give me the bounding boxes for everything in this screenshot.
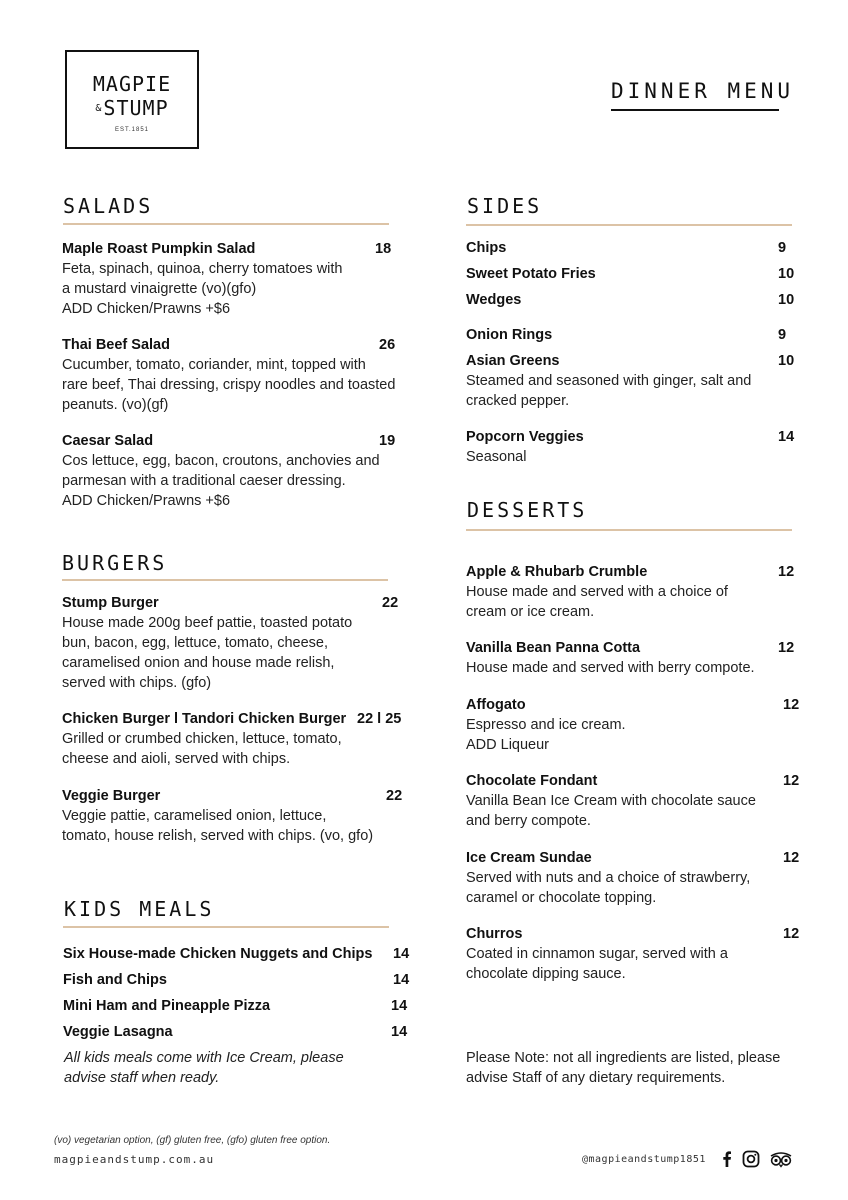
menu-item-name: Wedges	[466, 292, 522, 308]
menu-item-name: Chicken Burger l Tandori Chicken Burger	[62, 711, 347, 727]
menu-item-name: Veggie Burger	[62, 788, 161, 804]
menu-item-name: Popcorn Veggies	[466, 429, 584, 445]
menu-item-desc: Espresso and ice cream.	[466, 717, 626, 733]
menu-item-desc: bun, bacon, egg, lettuce, tomato, cheese,	[62, 635, 329, 651]
menu-item-desc: and berry compote.	[466, 813, 591, 829]
kids-meals-note: All kids meals come with Ice Cream, please	[64, 1050, 344, 1066]
kids-meals-note: advise staff when ready.	[64, 1070, 220, 1086]
menu-item-name: Veggie Lasagna	[63, 1024, 173, 1040]
menu-item-price: 10	[778, 266, 795, 282]
menu-item-desc: ADD Liqueur	[466, 737, 550, 753]
menu-item-price: 22	[382, 595, 399, 611]
desserts-rule	[466, 529, 792, 531]
menu-item-desc: Grilled or crumbed chicken, lettuce, tomato,	[62, 731, 342, 747]
menu-item-price: 12	[783, 697, 800, 713]
menu-item-price: 12	[778, 564, 795, 580]
facebook-icon[interactable]	[717, 1149, 737, 1169]
menu-item-name: Mini Ham and Pineapple Pizza	[63, 998, 271, 1014]
menu-item-desc: a mustard vinaigrette (vo)(gfo)	[62, 281, 257, 297]
menu-item-name: Thai Beef Salad	[62, 337, 170, 353]
menu-item-name: Asian Greens	[466, 353, 560, 369]
sides-rule	[466, 224, 792, 226]
menu-item-price: 22	[386, 788, 403, 804]
menu-item-desc: Feta, spinach, quinoa, cherry tomatoes with	[62, 261, 343, 277]
menu-item-desc: rare beef, Thai dressing, crispy noodles and toasted	[62, 377, 396, 393]
menu-item-name: Sweet Potato Fries	[466, 266, 596, 282]
menu-item-desc: Vanilla Bean Ice Cream with chocolate sauce	[466, 793, 756, 809]
logo-line2	[67, 98, 197, 119]
menu-item-price: 14	[393, 946, 410, 962]
menu-item-name: Apple & Rhubarb Crumble	[466, 564, 648, 580]
dietary-note: Please Note: not all ingredients are listed, please	[466, 1050, 781, 1066]
menu-item-price: 9	[778, 327, 787, 343]
desserts-heading: DESSERTS	[467, 498, 588, 522]
menu-item-name: Fish and Chips	[63, 972, 167, 988]
menu-item-price: 9	[778, 240, 787, 256]
menu-item-price: 10	[778, 292, 795, 308]
kids-meals-rule	[63, 926, 389, 928]
menu-item-name: Chocolate Fondant	[466, 773, 598, 789]
logo-line1: MAGPIE	[92, 72, 172, 96]
menu-item-desc: cheese and aioli, served with chips.	[62, 751, 291, 767]
menu-item-price: 14	[391, 1024, 408, 1040]
logo-line2-text: STUMP	[103, 96, 169, 120]
menu-item-name: Chips	[466, 240, 507, 256]
menu-item-name: Caesar Salad	[62, 433, 154, 449]
menu-item-desc: ADD Chicken/Prawns +$6	[62, 301, 231, 317]
menu-item-name: Maple Roast Pumpkin Salad	[62, 241, 256, 257]
menu-item-desc: peanuts. (vo)(gf)	[62, 397, 169, 413]
menu-item-price: 12	[778, 640, 795, 656]
menu-item-price: 14	[393, 972, 410, 988]
menu-item-price: 12	[783, 773, 800, 789]
menu-item-desc: House made and served with berry compote.	[466, 660, 755, 676]
menu-item-price: 22 l 25	[357, 711, 402, 727]
social-handle[interactable]: @magpieandstump1851	[582, 1154, 706, 1165]
menu-item-desc: parmesan with a traditional caeser dressing.	[62, 473, 346, 489]
menu-item-desc: caramel or chocolate topping.	[466, 890, 657, 906]
kids-meals-heading: KIDS MEALS	[64, 897, 215, 921]
menu-item-desc: cream or ice cream.	[466, 604, 595, 620]
dietary-legend: (vo) vegetarian option, (gf) gluten free, (gfo) gluten free option.	[54, 1135, 331, 1146]
menu-item-desc: Veggie pattie, caramelised onion, lettuce,	[62, 808, 327, 824]
menu-item-desc: House made and served with a choice of	[466, 584, 728, 600]
menu-item-desc: Steamed and seasoned with ginger, salt and	[466, 373, 752, 389]
burgers-rule	[62, 579, 388, 581]
menu-item-name: Stump Burger	[62, 595, 159, 611]
menu-item-name: Six House-made Chicken Nuggets and Chips	[63, 946, 373, 962]
menu-item-desc: ADD Chicken/Prawns +$6	[62, 493, 231, 509]
menu-item-desc: cracked pepper.	[466, 393, 570, 409]
salads-rule	[63, 223, 389, 225]
menu-item-desc: Cucumber, tomato, coriander, mint, topped with	[62, 357, 366, 373]
menu-item-price: 12	[783, 926, 800, 942]
menu-item-price: 18	[375, 241, 392, 257]
menu-item-price: 26	[379, 337, 396, 353]
menu-item-desc: caramelised onion and house made relish,	[62, 655, 335, 671]
menu-item-name: Churros	[466, 926, 523, 942]
menu-item-desc: Seasonal	[466, 449, 527, 465]
menu-item-desc: Coated in cinnamon sugar, served with a	[466, 946, 728, 962]
logo-ampersand: &	[95, 103, 103, 114]
menu-title: DINNER MENU	[611, 79, 779, 111]
sides-heading: SIDES	[467, 194, 543, 218]
salads-heading: SALADS	[63, 194, 154, 218]
menu-item-desc: chocolate dipping sauce.	[466, 966, 626, 982]
menu-item-desc: Served with nuts and a choice of strawberry,	[466, 870, 751, 886]
menu-item-desc: served with chips. (gfo)	[62, 675, 212, 691]
logo	[65, 50, 199, 149]
instagram-icon[interactable]	[741, 1149, 761, 1169]
menu-item-name: Vanilla Bean Panna Cotta	[466, 640, 641, 656]
menu-item-name: Ice Cream Sundae	[466, 850, 592, 866]
menu-item-desc: Cos lettuce, egg, bacon, croutons, anchovies and	[62, 453, 380, 469]
tripadvisor-icon[interactable]	[769, 1149, 793, 1169]
menu-item-price: 14	[391, 998, 408, 1014]
menu-item-desc: tomato, house relish, served with chips. (vo, gfo)	[62, 828, 374, 844]
burgers-heading: BURGERS	[62, 551, 168, 575]
menu-item-name: Onion Rings	[466, 327, 553, 343]
menu-item-desc: House made 200g beef pattie, toasted potato	[62, 615, 353, 631]
menu-item-price: 19	[379, 433, 396, 449]
menu-item-price: 10	[778, 353, 795, 369]
dietary-note: advise Staff of any dietary requirements.	[466, 1070, 726, 1086]
menu-item-price: 12	[783, 850, 800, 866]
menu-item-price: 14	[778, 429, 795, 445]
website-link[interactable]: magpieandstump.com.au	[54, 1153, 215, 1166]
menu-item-name: Affogato	[466, 697, 526, 713]
logo-established: EST.1851	[114, 127, 150, 133]
